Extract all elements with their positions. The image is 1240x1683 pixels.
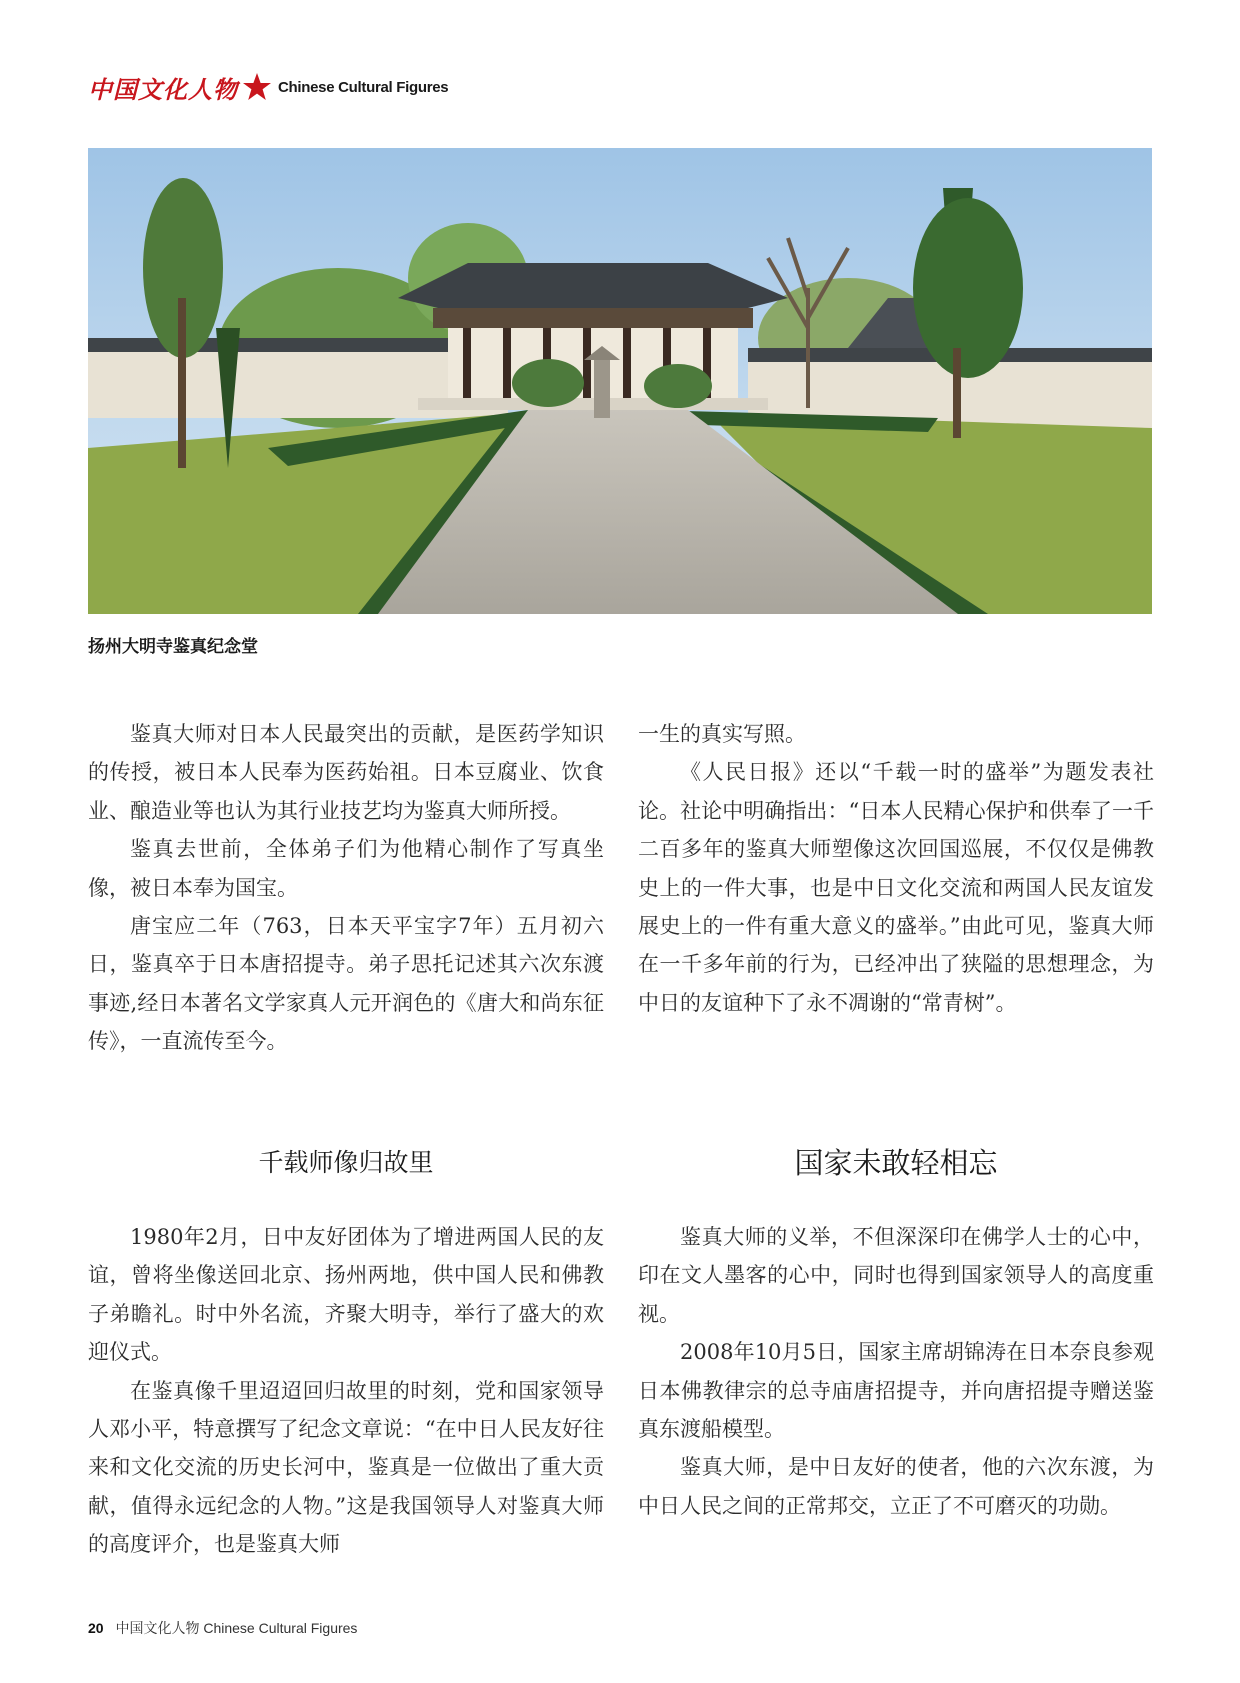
paragraph: 1980年2月，日中友好团体为了增进两国人民的友谊，曾将坐像送回北京、扬州两地，供中国人民和佛教子弟瞻礼。时中外名流，齐聚大明寺，举行了盛大的欢迎仪式。 (88, 1225, 604, 1365)
paragraph: 鉴真大师对日本人民最突出的贡献，是医药学知识的传授，被日本人民奉为医药始祖。日本豆腐业、饮食业、酿造业等也认为其行业技艺均为鉴真大师所授。 (88, 722, 604, 823)
left-column-top (88, 715, 604, 1061)
paragraph: 鉴真去世前，全体弟子们为他精心制作了写真坐像，被日本奉为国宝。 (88, 837, 604, 900)
photo-caption: 扬州大明寺鉴真纪念堂 (88, 637, 258, 657)
paragraph: 鉴真大师的义举，不但深深印在佛学人士的心中，印在文人墨客的心中，同时也得到国家领导人的高度重视。 (638, 1225, 1154, 1326)
paragraph: 唐宝应二年（763，日本天平宝字7年）五月初六日，鉴真卒于日本唐招提寺。弟子思托记述其六次东渡事迹,经日本著名文学家真人元开润色的《唐大和尚东征传》，一直流传至今。 (88, 914, 604, 1054)
paragraph: 在鉴真像千里迢迢回归故里的时刻，党和国家领导人邓小平，特意撰写了纪念文章说：“在中日人民友好往来和文化交流的历史长河中，鉴真是一位做出了重大贡献，值得永远纪念的人物。”这是我国领导人对鉴真大师的高度评介，也是鉴真大师 (88, 1378, 604, 1557)
paragraph-continuation: 一生的真实写照。 (638, 722, 806, 746)
page-footer (88, 1618, 357, 1638)
section-heading-right: 国家未敢轻相忘 (794, 1146, 998, 1180)
magazine-header (88, 70, 448, 104)
right-column-top (638, 715, 1154, 1022)
left-column-bottom (88, 1218, 604, 1564)
paragraph: 《人民日报》还以“千载一时的盛举”为题发表社论。社论中明确指出：“日本人民精心保护和供奉了一千二百多年的鉴真大师塑像这次回国巡展，不仅仅是佛教史上的一件大事，也是中日文化交流和两国人民友谊发展史上的一件有重大意义的盛举。”由此可见，鉴真大师在一千多年前的行为，已经冲出了狭隘的思想理念，为中日的友谊种下了永不凋谢的“常青树”。 (638, 760, 1154, 1015)
section-heading-left: 千载师像归故里 (258, 1148, 434, 1177)
page-number: 20 (88, 1620, 104, 1636)
temple-photo (88, 148, 1152, 614)
red-star-icon (242, 72, 272, 102)
paragraph: 鉴真大师，是中日友好的使者，他的六次东渡，为中日人民之间的正常邦交，立正了不可磨灭的功勋。 (638, 1455, 1154, 1518)
footer-text: 中国文化人物 Chinese Cultural Figures (115, 1620, 358, 1636)
magazine-logo-english: Chinese Cultural Figures (278, 78, 449, 96)
paragraph: 2008年10月5日，国家主席胡锦涛在日本奈良参观日本佛教律宗的总寺庙唐招提寺，并向唐招提寺赠送鉴真东渡船模型。 (638, 1340, 1154, 1442)
magazine-logo-chinese: 中国文化人物 (88, 74, 238, 104)
right-column-bottom (638, 1218, 1154, 1525)
